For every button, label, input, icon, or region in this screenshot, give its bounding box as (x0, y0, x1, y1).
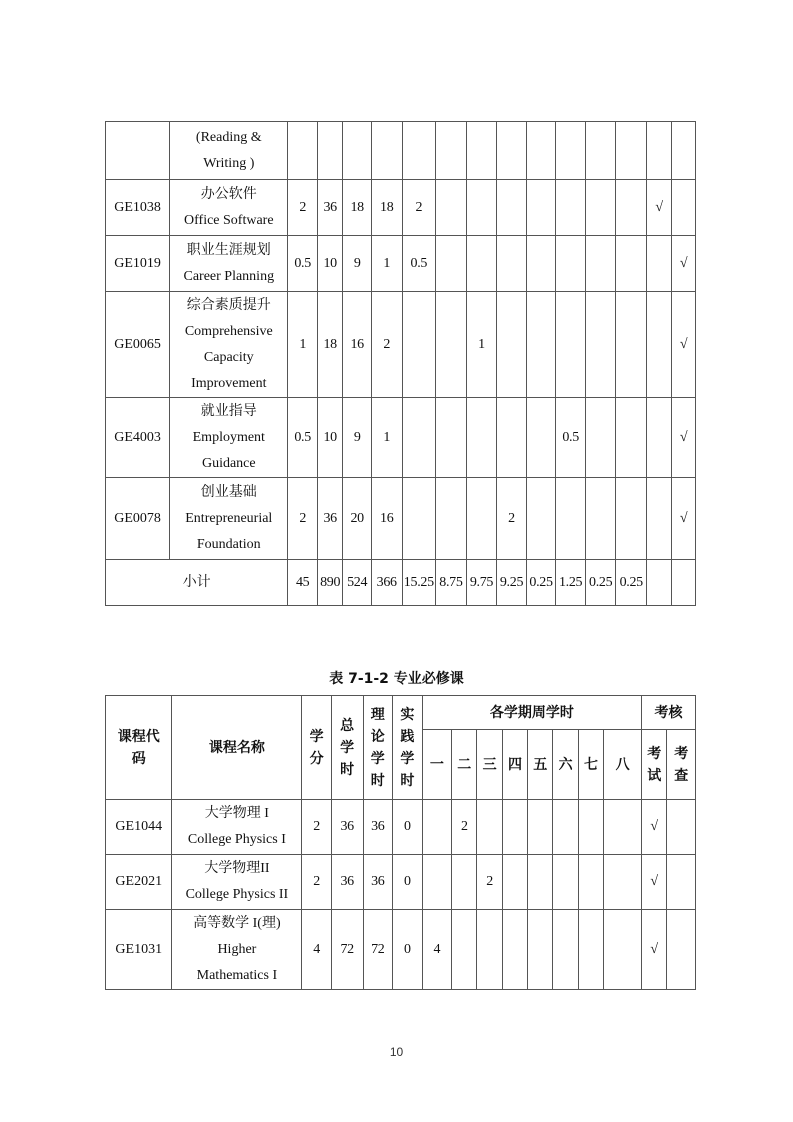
check-mark (667, 855, 696, 910)
semester-8-hours (604, 855, 642, 910)
check-mark: √ (672, 236, 696, 292)
header-exam (642, 730, 667, 800)
subtotal-sem-7: 0.25 (585, 560, 616, 606)
table-row (106, 398, 696, 478)
header-char: 考 (674, 745, 689, 762)
course-name-line: Higher (217, 941, 257, 957)
header-total-hours (331, 696, 363, 800)
semester-5-hours (528, 800, 553, 855)
course-name-line: 职业生涯规划 (186, 242, 271, 258)
table-row (106, 236, 696, 292)
theory-hours: 20 (343, 478, 372, 560)
course-name-line: Career Planning (183, 268, 275, 284)
course-name (170, 122, 288, 180)
semester-4-hours (502, 800, 527, 855)
semester-1-hours: 2 (402, 180, 436, 236)
credit: 2 (302, 800, 332, 855)
course-name-line: Improvement (191, 375, 267, 391)
semester-3-hours (466, 122, 497, 180)
header-sem-8: 八 (604, 730, 642, 800)
semester-6-hours (553, 800, 578, 855)
exam-mark (647, 122, 672, 180)
header-course-name: 课程名称 (172, 696, 302, 800)
course-code: GE0065 (106, 292, 170, 398)
course-name (170, 398, 288, 478)
semester-5-hours (526, 478, 556, 560)
header-char: 理 (370, 706, 385, 723)
credit: 2 (288, 478, 318, 560)
table-row (106, 292, 696, 398)
course-name (172, 910, 302, 990)
check-mark: √ (672, 398, 696, 478)
table-row (106, 180, 696, 236)
total-hours: 36 (317, 478, 342, 560)
exam-mark: √ (642, 855, 667, 910)
subtotal-check (672, 560, 696, 606)
semester-8-hours (616, 478, 647, 560)
header-char: 论 (370, 728, 385, 745)
header-char: 学 (400, 750, 415, 767)
subtotal-total-hours: 890 (317, 560, 342, 606)
semester-7-hours (585, 236, 616, 292)
course-name-line: 大学物理II (204, 861, 270, 876)
header-char: 时 (400, 772, 415, 789)
subtotal-sem-8: 0.25 (616, 560, 647, 606)
header-char: 学 (340, 739, 355, 756)
course-name-line: 综合素质提升 (186, 297, 271, 313)
major-required-course-table (105, 695, 696, 990)
semester-3-hours (466, 236, 497, 292)
table-row (106, 478, 696, 560)
semester-3-hours (477, 800, 502, 855)
course-code: GE0078 (106, 478, 170, 560)
header-sem-3: 三 (477, 730, 502, 800)
header-char: 学 (309, 728, 324, 745)
semester-6-hours (556, 122, 586, 180)
semester-5-hours (526, 398, 556, 478)
semester-2-hours (452, 855, 477, 910)
subtotal-sem-5: 0.25 (526, 560, 556, 606)
table-row (106, 910, 696, 990)
semester-7-hours (585, 180, 616, 236)
course-name-line: 大学物理 I (204, 806, 269, 821)
header-theory-hours (363, 696, 393, 800)
credit: 4 (302, 910, 332, 990)
theory-hours: 18 (343, 180, 372, 236)
total-hours (317, 122, 342, 180)
semester-5-hours (528, 855, 553, 910)
credit (288, 122, 318, 180)
course-name-line: (Reading & (195, 129, 262, 145)
course-name-line: Guidance (201, 455, 256, 471)
credit: 0.5 (288, 236, 318, 292)
semester-5-hours (526, 292, 556, 398)
header-char: 时 (340, 761, 355, 778)
course-code: GE1019 (106, 236, 170, 292)
semester-7-hours (578, 800, 603, 855)
subtotal-sem-6: 1.25 (556, 560, 586, 606)
course-name-line: Foundation (196, 536, 261, 552)
header-char: 时 (370, 772, 385, 789)
exam-mark (647, 236, 672, 292)
course-name (172, 855, 302, 910)
semester-8-hours (604, 910, 642, 990)
credit: 0.5 (288, 398, 318, 478)
semester-7-hours (585, 478, 616, 560)
semester-4-hours: 2 (497, 478, 527, 560)
semester-7-hours (585, 398, 616, 478)
course-name-line: 高等数学 I(理) (193, 915, 281, 931)
course-name-line: Writing ) (203, 155, 255, 171)
header-check (667, 730, 696, 800)
subtotal-exam (647, 560, 672, 606)
header-char: 考 (647, 745, 662, 762)
course-name-line: College Physics I (187, 832, 286, 847)
semester-5-hours (528, 910, 553, 990)
practice-hours: 1 (371, 398, 402, 478)
course-name-line: Capacity (203, 349, 254, 365)
theory-hours: 36 (363, 855, 393, 910)
header-sem-1: 一 (422, 730, 452, 800)
check-mark (672, 122, 696, 180)
semester-6-hours (556, 478, 586, 560)
semester-7-hours (578, 855, 603, 910)
course-code: GE1038 (106, 180, 170, 236)
header-char: 学 (370, 750, 385, 767)
semester-2-hours (436, 180, 467, 236)
header-course-code (106, 696, 172, 800)
subtotal-label: 小计 (106, 560, 288, 606)
general-course-table-continued (105, 121, 696, 606)
semester-4-hours (502, 910, 527, 990)
semester-7-hours (585, 122, 616, 180)
semester-1-hours: 4 (422, 910, 452, 990)
header-semester-weekly-hours: 各学期周学时 (422, 696, 642, 730)
header-credit (302, 696, 332, 800)
theory-hours: 9 (343, 398, 372, 478)
practice-hours: 2 (371, 292, 402, 398)
header-char: 实 (400, 706, 415, 723)
header-char: 查 (674, 767, 689, 784)
total-hours: 36 (317, 180, 342, 236)
exam-mark: √ (647, 180, 672, 236)
subtotal-sem-3: 9.75 (466, 560, 497, 606)
semester-3-hours (466, 478, 497, 560)
practice-hours: 0 (393, 855, 423, 910)
header-sem-4: 四 (502, 730, 527, 800)
theory-hours: 16 (343, 292, 372, 398)
semester-2-hours (452, 910, 477, 990)
course-name (170, 180, 288, 236)
course-name-line: 就业指导 (200, 403, 257, 419)
practice-hours: 0 (393, 800, 423, 855)
semester-4-hours (497, 236, 527, 292)
header-char: 践 (400, 728, 415, 745)
subtotal-practice-hours: 366 (371, 560, 402, 606)
semester-2-hours (436, 398, 467, 478)
check-mark: √ (672, 478, 696, 560)
course-name-line: Mathematics I (196, 967, 278, 983)
semester-1-hours (402, 478, 436, 560)
subtotal-row (106, 560, 696, 606)
check-mark (672, 180, 696, 236)
semester-1-hours (422, 855, 452, 910)
credit: 2 (302, 855, 332, 910)
subtotal-sem-2: 8.75 (436, 560, 467, 606)
semester-5-hours (526, 180, 556, 236)
theory-hours: 72 (363, 910, 393, 990)
header-sem-5: 五 (528, 730, 553, 800)
semester-2-hours (436, 292, 467, 398)
header-char: 分 (309, 750, 324, 767)
semester-6-hours (556, 236, 586, 292)
theory-hours (343, 122, 372, 180)
semester-3-hours: 1 (466, 292, 497, 398)
exam-mark (647, 292, 672, 398)
semester-3-hours (466, 180, 497, 236)
semester-4-hours (497, 180, 527, 236)
semester-4-hours (497, 122, 527, 180)
exam-mark: √ (642, 910, 667, 990)
semester-3-hours: 2 (477, 855, 502, 910)
semester-2-hours (436, 122, 467, 180)
course-name-line: College Physics II (185, 887, 289, 902)
total-hours: 36 (331, 800, 363, 855)
semester-7-hours (585, 292, 616, 398)
header-sem-7: 七 (578, 730, 603, 800)
semester-1-hours (402, 292, 436, 398)
check-mark (667, 800, 696, 855)
header-sem-6: 六 (553, 730, 578, 800)
course-name-line: Comprehensive (184, 323, 273, 339)
semester-3-hours (477, 910, 502, 990)
semester-6-hours (556, 292, 586, 398)
semester-8-hours (616, 122, 647, 180)
course-code: GE4003 (106, 398, 170, 478)
header-char: 总 (340, 717, 355, 734)
header-code-line: 课程代 (117, 728, 160, 745)
course-name (170, 292, 288, 398)
course-code: GE2021 (106, 855, 172, 910)
semester-8-hours (616, 292, 647, 398)
semester-6-hours: 0.5 (556, 398, 586, 478)
table-caption: 表 7-1-2 专业必修课 (329, 671, 464, 687)
theory-hours: 9 (343, 236, 372, 292)
course-code (106, 122, 170, 180)
subtotal-sem-1: 15.25 (402, 560, 436, 606)
practice-hours: 18 (371, 180, 402, 236)
total-hours: 10 (317, 236, 342, 292)
course-name (172, 800, 302, 855)
semester-6-hours (556, 180, 586, 236)
semester-8-hours (604, 800, 642, 855)
semester-4-hours (502, 855, 527, 910)
practice-hours: 0 (393, 910, 423, 990)
semester-6-hours (553, 855, 578, 910)
course-name-line: 创业基础 (200, 484, 257, 500)
header-practice-hours (393, 696, 423, 800)
semester-4-hours (497, 292, 527, 398)
semester-3-hours (466, 398, 497, 478)
course-code: GE1031 (106, 910, 172, 990)
subtotal-credit: 45 (288, 560, 318, 606)
total-hours: 72 (331, 910, 363, 990)
semester-8-hours (616, 236, 647, 292)
header-code-line: 码 (131, 750, 146, 767)
course-name-line: 办公软件 (200, 186, 257, 202)
table-row (106, 855, 696, 910)
semester-1-hours (402, 398, 436, 478)
semester-1-hours: 0.5 (402, 236, 436, 292)
practice-hours (371, 122, 402, 180)
page-number: 10 (389, 1045, 404, 1059)
semester-4-hours (497, 398, 527, 478)
course-name (170, 478, 288, 560)
credit: 1 (288, 292, 318, 398)
semester-2-hours (436, 236, 467, 292)
header-sem-2: 二 (452, 730, 477, 800)
subtotal-theory-hours: 524 (343, 560, 372, 606)
course-name-line: Entrepreneurial (185, 510, 273, 526)
semester-6-hours (553, 910, 578, 990)
table-row (106, 800, 696, 855)
semester-1-hours (422, 800, 452, 855)
semester-5-hours (526, 236, 556, 292)
semester-8-hours (616, 180, 647, 236)
table-row (106, 122, 696, 180)
semester-8-hours (616, 398, 647, 478)
theory-hours: 36 (363, 800, 393, 855)
semester-2-hours: 2 (452, 800, 477, 855)
header-char: 试 (647, 767, 662, 784)
header-assessment: 考核 (642, 696, 696, 730)
exam-mark: √ (642, 800, 667, 855)
credit: 2 (288, 180, 318, 236)
practice-hours: 1 (371, 236, 402, 292)
semester-1-hours (402, 122, 436, 180)
semester-7-hours (578, 910, 603, 990)
exam-mark (647, 398, 672, 478)
subtotal-sem-4: 9.25 (497, 560, 527, 606)
course-name-line: Employment (192, 429, 265, 445)
semester-2-hours (436, 478, 467, 560)
total-hours: 10 (317, 398, 342, 478)
semester-5-hours (526, 122, 556, 180)
check-mark: √ (672, 292, 696, 398)
course-name-line: Office Software (184, 212, 274, 228)
total-hours: 36 (331, 855, 363, 910)
course-code: GE1044 (106, 800, 172, 855)
exam-mark (647, 478, 672, 560)
practice-hours: 16 (371, 478, 402, 560)
check-mark (667, 910, 696, 990)
total-hours: 18 (317, 292, 342, 398)
course-name (170, 236, 288, 292)
